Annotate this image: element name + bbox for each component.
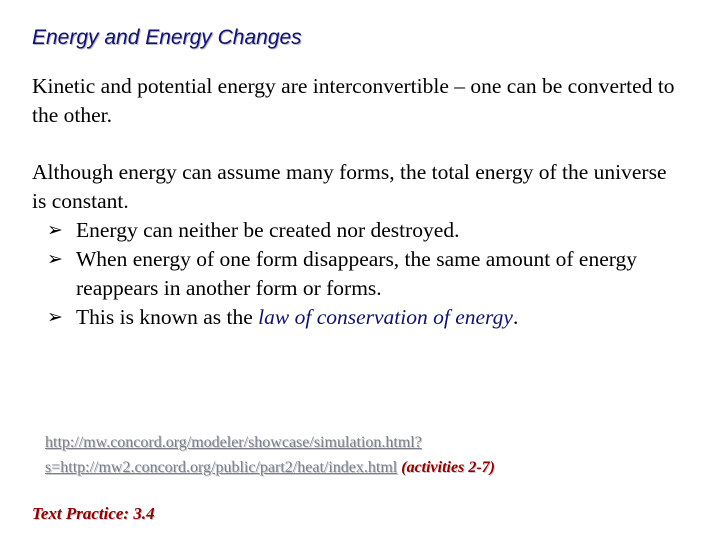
arrow-bullet-icon: ➢ <box>47 306 63 328</box>
bullet-text: When energy of one form disappears, the same amount of energy reappears in another form or forms. <box>76 247 638 300</box>
text-practice-label: Text Practice: 3.4 <box>32 504 155 523</box>
paragraph-conservation <box>32 158 682 332</box>
bullet-suffix: . <box>512 305 519 329</box>
bullet-list <box>32 216 682 332</box>
list-item <box>32 216 682 245</box>
activities-note: (activities 2-7) <box>401 459 495 476</box>
slide-title: Energy and Energy Changes <box>32 26 302 49</box>
simulation-link[interactable]: http://mw.concord.org/modeler/showcase/simulation.html?s=http://mw2.concord.org/public/part2/heat/index.html <box>45 434 422 476</box>
simulation-link-block <box>45 430 695 480</box>
list-item <box>32 303 682 332</box>
list-item <box>32 245 682 303</box>
bullet-text: Energy can neither be created nor destroyed. <box>76 218 460 242</box>
paragraph-conservation-text: Although energy can assume many forms, the total energy of the universe is constant. <box>32 160 667 213</box>
law-of-conservation-term: law of conservation of energy <box>258 305 513 329</box>
bullet-text: This is known as the <box>76 305 259 329</box>
paragraph-interconvertible: Kinetic and potential energy are interconvertible – one can be converted to the other. <box>32 74 675 127</box>
arrow-bullet-icon: ➢ <box>47 219 63 241</box>
arrow-bullet-icon: ➢ <box>47 248 63 270</box>
